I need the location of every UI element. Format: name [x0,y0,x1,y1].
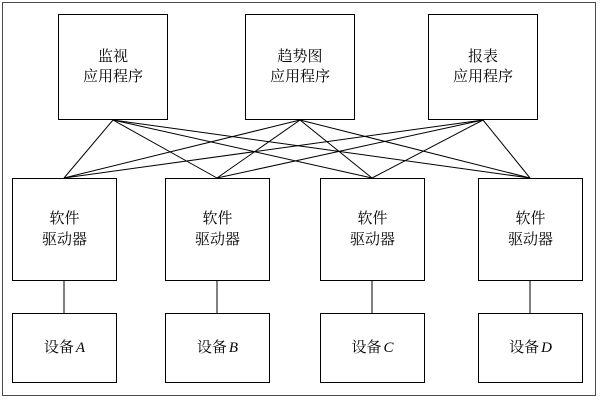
node-label-line: 软件 [357,211,388,228]
node-device-c[interactable] [320,313,425,383]
node-label-letter: A [75,339,86,356]
node-application-report[interactable] [428,14,538,120]
node-label-line: 驱动器 [507,231,553,248]
node-label-line: 应用程序 [82,69,143,85]
node-label-line: 监视 [97,48,128,65]
node-application-trend[interactable] [245,14,355,120]
node-label-line: 软件 [515,211,546,228]
node-device-b[interactable] [165,313,270,383]
node-label-line: 软件 [202,211,233,228]
node-application-monitor[interactable] [58,14,168,120]
node-label-line: 应用程序 [269,69,330,85]
node-label-line: 设备 [196,339,227,356]
node-label-letter: C [383,339,394,356]
node-device-a[interactable] [12,313,117,383]
node-software-driver-1[interactable] [12,178,117,281]
node-software-driver-3[interactable] [320,178,425,281]
node-label-letter: B [228,339,239,356]
node-label-line: 报表 [467,48,498,65]
node-label-line: 应用程序 [452,69,513,85]
node-device-d[interactable] [478,313,583,383]
node-label-line: 驱动器 [41,231,87,248]
node-label-line: 驱动器 [349,231,395,248]
node-label-letter: D [541,339,552,356]
node-label-line: 软件 [49,211,80,228]
node-label-line: 驱动器 [194,231,240,248]
node-label-line: 设备 [43,339,74,356]
node-software-driver-2[interactable] [165,178,270,281]
node-label-line: 设备 [509,339,540,356]
node-label-line: 趋势图 [277,48,323,65]
node-software-driver-4[interactable] [478,178,583,281]
node-label-line: 设备 [351,339,382,356]
